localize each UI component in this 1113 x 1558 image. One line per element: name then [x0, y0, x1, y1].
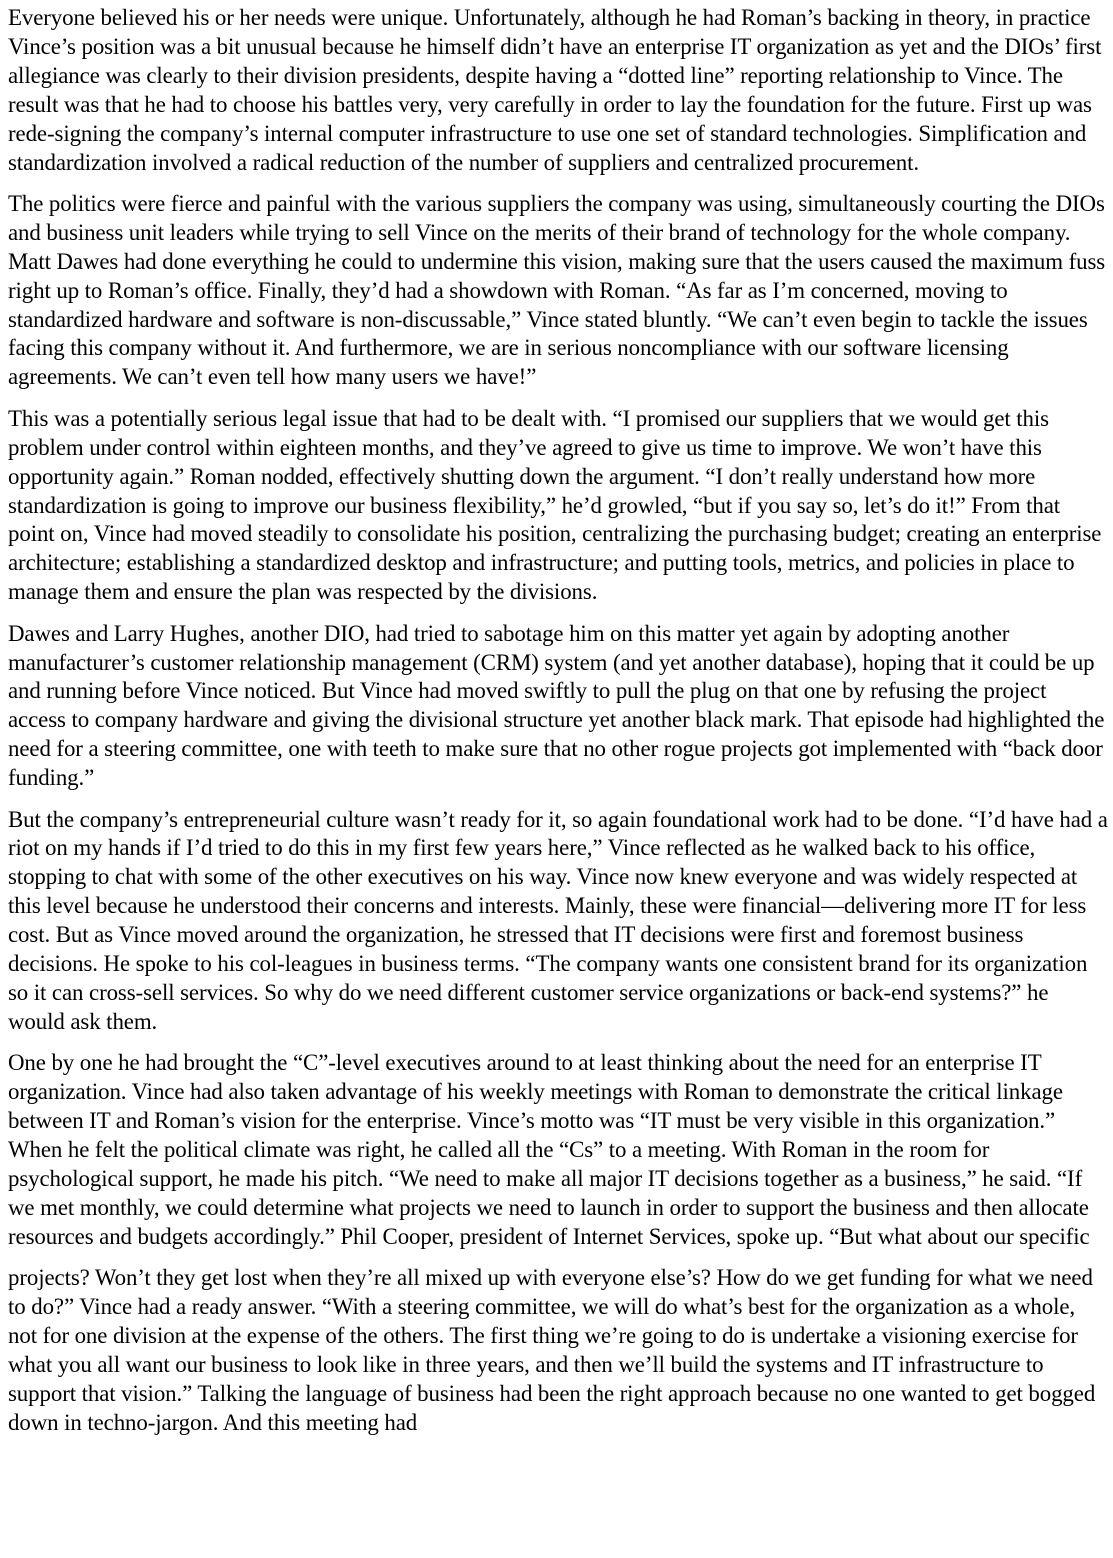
paragraph-visioning-exercise: projects? Won’t they get lost when they’re all mixed up with everyone else’s? How do we get funding for what we need to do?” Vince had a ready answer. “With a steering committee, we will do what’s best for the organization as a whole, not for one division at the expense of the others. The first thing we’re going to do is undertake a visioning exercise for what you all want our business to look like in three years, and then we’ll build the systems and IT infrastructure to support that vision.” Talking the language of business had been the right approach because no one wanted to get bogged down in techno-jargon. And this meeting had	[8, 1265, 1096, 1435]
paragraph-crm-sabotage: Dawes and Larry Hughes, another DIO, had tried to sabotage him on this matter yet again by adopting another manufacturer’s customer relationship management (CRM) system (and yet another database), hoping that it could be up and running before Vince noticed. But Vince had moved swiftly to pull the plug on that one by refusing the project access to company hardware and giving the divisional structure yet another black mark. That episode had highlighted the need for a steering committee, one with teeth to make sure that no other rogue projects got implemented with “back door funding.”	[8, 620, 1105, 791]
document-page	[8, 4, 1108, 1450]
paragraph-legal-issue: This was a potentially serious legal issue that had to be dealt with. “I promised our suppliers that we would get this problem under control within eighteen months, and they’ve agreed to give us time to improve. We won’t have this opportunity again.” Roman nodded, effectively shutting down the argument. “I don’t really understand how more standardization is going to improve our business flexibility,” he’d growled, “but if you say so, let’s do it!” From that point on, Vince had moved steadily to consolidate his position, centralizing the purchasing budget; creating an enterprise architecture; establishing a standardized desktop and infrastructure; and putting tools, metrics, and policies in place to manage them and ensure the plan was respected by the divisions.	[8, 405, 1102, 605]
paragraph-entrepreneurial-culture: But the company’s entrepreneurial culture wasn’t ready for it, so again foundational work had to be done. “I’d have had a riot on my hands if I’d tried to do this in my first few years here,” Vince reflected as he walked back to his office, stopping to chat with some of the other executives on his way. Vince now knew everyone and was widely respected at this level because he understood their concerns and interests. Mainly, these were financial—delivering more IT for less cost. But as Vince moved around the organization, he stressed that IT decisions were first and foremost business decisions. He spoke to his col-leagues in business terms. “The company wants one consistent brand for its organization so it can cross-sell services. So why do we need different customer service organizations or back-end systems?” he would ask them.	[8, 806, 1108, 1034]
paragraph-supplier-politics: The politics were fierce and painful with the various suppliers the company was using, simultaneously courting the DIOs and business unit leaders while trying to sell Vince on the merits of their brand of technology for the whole company. Matt Dawes had done everything he could to undermine this vision, making sure that the users caused the maximum fuss right up to Roman’s office. Finally, they’d had a showdown with Roman. “As far as I’m concerned, moving to standardized hardware and software is non-discussable,” Vince stated bluntly. “We can’t even begin to tackle the issues facing this company without it. And furthermore, we are in serious noncompliance with our software licensing agreements. We can’t even tell how many users we have!”	[8, 190, 1106, 390]
paragraph-steering-committee-pitch: One by one he had brought the “C”-level executives around to at least thinking about the need for an enterprise IT organization. Vince had also taken advantage of his weekly meetings with Roman to demonstrate the critical linkage between IT and Roman’s vision for the enterprise. Vince’s motto was “IT must be very visible in this organization.” When he felt the political climate was right, he called all the “Cs” to a meeting. With Roman in the room for psychological support, he made his pitch. “We need to make all major IT decisions together as a business,” he said. “If we met monthly, we could determine what projects we need to launch in order to support the business and then allocate resources and budgets accordingly.” Phil Cooper, president of Internet Services, spoke up. “But what about our specific	[8, 1050, 1090, 1249]
paragraph-standardization-intro: Everyone believed his or her needs were unique. Unfortunately, although he had Roman’s backing in theory, in practice Vince’s position was a bit unusual because he himself didn’t have an enterprise IT organization as yet and the DIOs’ first allegiance was clearly to their division presidents, despite having a “dotted line” reporting relationship to Vince. The result was that he had to choose his battles very, very carefully in order to lay the foundation for the future. First up was rede-signing the company’s internal computer infrastructure to use one set of standard technologies. Simplification and standardization involved a radical reduction of the number of suppliers and centralized procurement.	[8, 5, 1102, 175]
